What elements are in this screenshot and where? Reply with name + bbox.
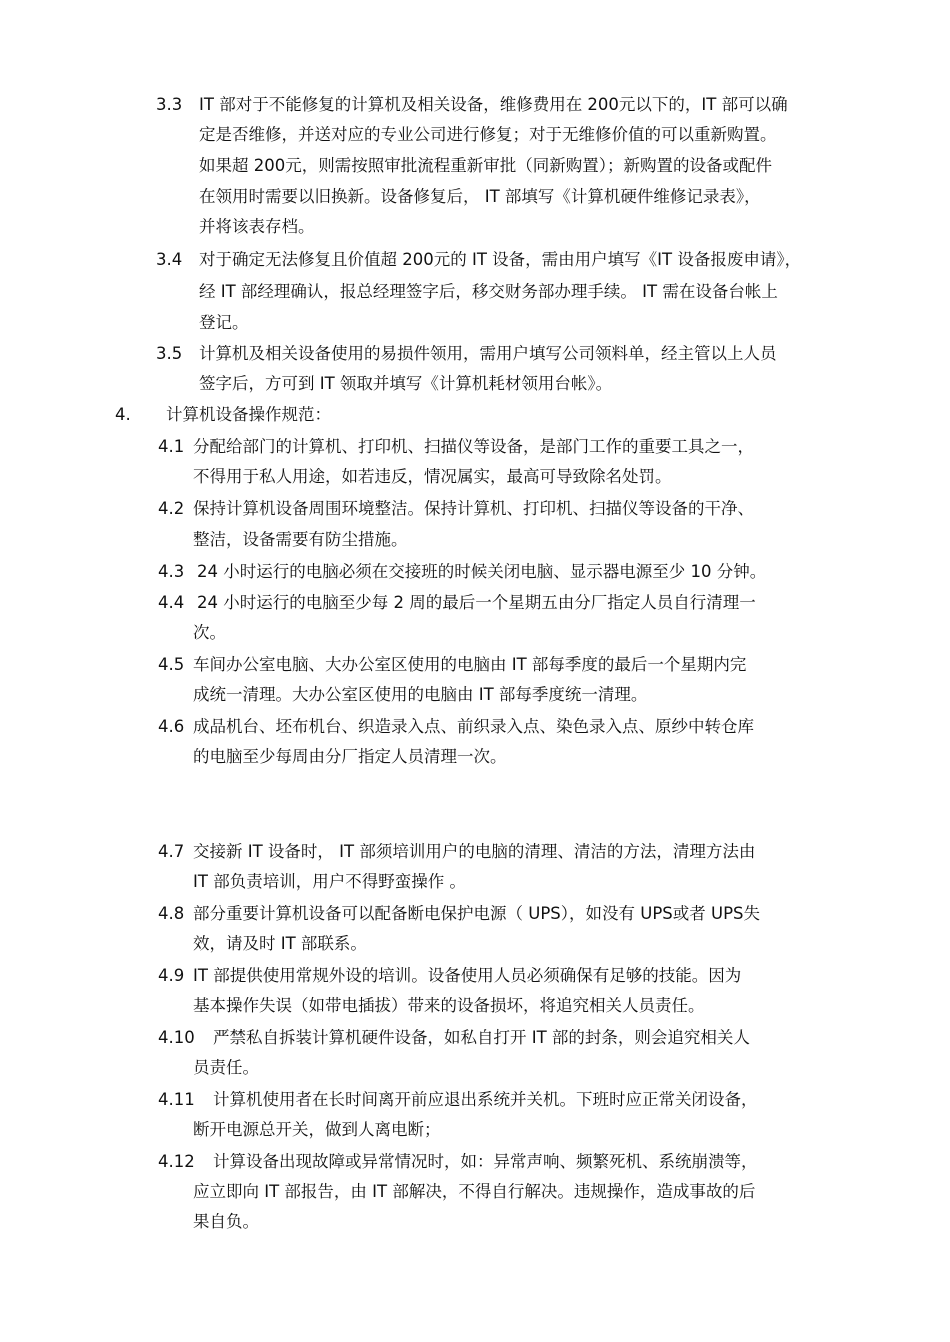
item-number: 4.12: [158, 1152, 195, 1171]
item-text-line: 车间办公室电脑、大办公室区使用的电脑由 IT 部每季度的最后一个星期内完: [193, 655, 747, 674]
item-text-line: 计算设备出现故障或异常情况时，如：异常声响、频繁死机、系统崩溃等，: [213, 1152, 758, 1171]
item-text-line: 24 小时运行的电脑必须在交接班的时候关闭电脑、显示器电源至少 10 分钟。: [197, 562, 767, 581]
item-text-line: 保持计算机设备周围环境整洁。保持计算机、打印机、扫描仪等设备的干净、: [193, 499, 754, 518]
item-text-line: 经 IT 部经理确认，报总经理签字后，移交财务部办理手续。 IT 需在设备台帐上: [199, 282, 778, 301]
item-number: 4.2: [158, 499, 185, 518]
item-text-line: 部分重要计算机设备可以配备断电保护电源（ UPS），如没有 UPS或者 UPS失: [193, 904, 760, 923]
item-number: 4.4: [158, 593, 185, 612]
item-text-line: 成统一清理。大办公室区使用的电脑由 IT 部每季度统一清理。: [193, 685, 648, 704]
item-text-line: 严禁私自拆装计算机硬件设备，如私自打开 IT 部的封条，则会追究相关人: [213, 1028, 750, 1047]
item-text-line: 不得用于私人用途，如若违反，情况属实，最高可导致除名处罚。: [193, 467, 672, 486]
item-number: 4.3: [158, 562, 185, 581]
item-number: 3.4: [156, 250, 183, 269]
item-text-line: 签字后，方可到 IT 领取并填写《计算机耗材领用台帐》。: [199, 374, 613, 393]
item-text-line: 的电脑至少每周由分厂指定人员清理一次。: [193, 747, 507, 766]
item-text-line: 计算机及相关设备使用的易损件领用，需用户填写公司领料单，经主管以上人员: [199, 344, 777, 363]
item-number: 4.7: [158, 842, 185, 861]
item-number: 4.9: [158, 966, 185, 985]
item-number: 3.5: [156, 344, 183, 363]
item-text-line: IT 部对于不能修复的计算机及相关设备，维修费用在 200元以下的，IT 部可以确: [199, 95, 788, 114]
item-number: 4.11: [158, 1090, 195, 1109]
item-number: 4.6: [158, 717, 185, 736]
section-number: 4.: [115, 405, 131, 424]
item-number: 4.5: [158, 655, 185, 674]
section-heading: 计算机设备操作规范：: [166, 405, 331, 424]
item-text-line: IT 部提供使用常规外设的培训。设备使用人员必须确保有足够的技能。因为: [193, 966, 742, 985]
item-number: 4.8: [158, 904, 185, 923]
item-number: 4.1: [158, 437, 185, 456]
item-text-line: 效，请及时 IT 部联系。: [193, 934, 367, 953]
item-text-line: 整洁，设备需要有防尘措施。: [193, 530, 408, 549]
item-text-line: 基本操作失误（如带电插拔）带来的设备损坏，将追究相关人员责任。: [193, 996, 705, 1015]
item-text-line: 登记。: [199, 313, 249, 332]
item-text-line: 成品机台、坯布机台、织造录入点、前织录入点、染色录入点、原纱中转仓库: [193, 717, 754, 736]
item-text-line: 定是否维修，并送对应的专业公司进行修复；对于无维修价值的可以重新购置。: [199, 125, 777, 144]
item-text-line: IT 部负责培训，用户不得野蛮操作 。: [193, 872, 466, 891]
item-text-line: 并将该表存档。: [199, 217, 315, 236]
item-text-line: 员责任。: [193, 1058, 259, 1077]
item-text-line: 应立即向 IT 部报告，由 IT 部解决，不得自行解决。违规操作，造成事故的后: [193, 1182, 756, 1201]
item-text-line: 次。: [193, 623, 226, 642]
item-number: 3.3: [156, 95, 183, 114]
item-text-line: 在领用时需要以旧换新。设备修复后， IT 部填写《计算机硬件维修记录表》，: [199, 187, 761, 206]
item-text-line: 分配给部门的计算机、打印机、扫描仪等设备，是部门工作的重要工具之一，: [193, 437, 754, 456]
item-number: 4.10: [158, 1028, 195, 1047]
item-text-line: 如果超 200元，则需按照审批流程重新审批（同新购置）；新购置的设备或配件: [199, 156, 772, 175]
item-text-line: 果自负。: [193, 1212, 259, 1231]
item-text-line: 交接新 IT 设备时， IT 部须培训用户的电脑的清理、清洁的方法，清理方法由: [193, 842, 756, 861]
item-text-line: 对于确定无法修复且价值超 200元的 IT 设备，需由用户填写《IT 设备报废申请》，: [199, 250, 802, 269]
item-text-line: 计算机使用者在长时间离开前应退出系统并关机。下班时应正常关闭设备，: [213, 1090, 758, 1109]
item-text-line: 断开电源总开关，做到人离电断；: [193, 1120, 441, 1139]
item-text-line: 24 小时运行的电脑至少每 2 周的最后一个星期五由分厂指定人员自行清理一: [197, 593, 756, 612]
